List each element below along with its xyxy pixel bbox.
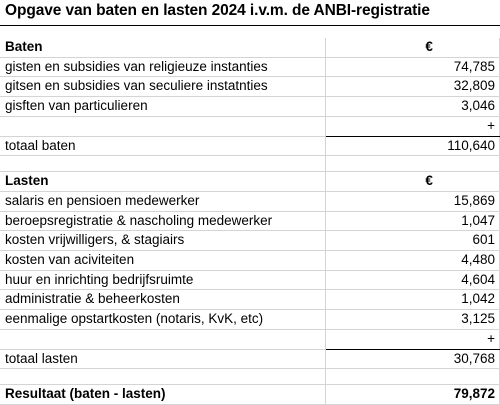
row-value[interactable]: 4,480: [326, 251, 500, 271]
baten-header-row: [0, 38, 500, 57]
table-row: [0, 57, 500, 77]
spacer-row: [0, 369, 500, 385]
table-row: [0, 290, 500, 310]
row-label[interactable]: kosten van aciviteiten: [0, 251, 326, 271]
lasten-currency[interactable]: €: [326, 172, 500, 192]
table-row: [0, 77, 500, 97]
row-value[interactable]: 32,809: [326, 77, 500, 97]
plus-sign[interactable]: +: [326, 329, 500, 349]
row-label[interactable]: eenmalige opstartkosten (notaris, KvK, etc): [0, 310, 326, 330]
row-label[interactable]: gitsen en subsidies van seculiere instatnties: [0, 77, 326, 97]
total-value[interactable]: 110,640: [326, 136, 500, 156]
baten-sum-row: [0, 116, 500, 136]
total-label[interactable]: totaal lasten: [0, 349, 326, 369]
row-value[interactable]: 601: [326, 231, 500, 251]
empty-cell[interactable]: [0, 329, 326, 349]
row-label[interactable]: huur en inrichting bedrijfsruimte: [0, 270, 326, 290]
table-row: [0, 231, 500, 251]
row-label[interactable]: gisten en subsidies van religieuze instanties: [0, 57, 326, 77]
empty-cell[interactable]: [0, 156, 326, 172]
baten-currency[interactable]: €: [326, 38, 500, 57]
financial-table: [0, 38, 500, 405]
empty-cell[interactable]: [326, 156, 500, 172]
plus-sign[interactable]: +: [326, 116, 500, 136]
page-title: Opgave van baten en lasten 2024 i.v.m. de ANBI-registratie: [5, 2, 430, 19]
row-value[interactable]: 74,785: [326, 57, 500, 77]
table-row: [0, 211, 500, 231]
empty-cell[interactable]: [326, 369, 500, 385]
empty-cell[interactable]: [0, 369, 326, 385]
row-value[interactable]: 15,869: [326, 191, 500, 211]
row-value[interactable]: 4,604: [326, 270, 500, 290]
lasten-total-row: [0, 349, 500, 369]
result-value[interactable]: 79,872: [326, 385, 500, 405]
row-label[interactable]: salaris en pensioen medewerker: [0, 191, 326, 211]
spacer-row: [0, 156, 500, 172]
total-label[interactable]: totaal baten: [0, 136, 326, 156]
row-value[interactable]: 1,047: [326, 211, 500, 231]
empty-cell[interactable]: [0, 116, 326, 136]
baten-total-row: [0, 136, 500, 156]
baten-heading[interactable]: Baten: [0, 38, 326, 57]
row-label[interactable]: gisften van particulieren: [0, 97, 326, 117]
row-label[interactable]: administratie & beheerkosten: [0, 290, 326, 310]
row-value[interactable]: 3,046: [326, 97, 500, 117]
row-label[interactable]: beroepsregistratie & nascholing medewerker: [0, 211, 326, 231]
lasten-heading[interactable]: Lasten: [0, 172, 326, 192]
title-underline: [0, 25, 500, 26]
row-value[interactable]: 1,042: [326, 290, 500, 310]
table-row: [0, 251, 500, 271]
table-row: [0, 97, 500, 117]
lasten-header-row: [0, 172, 500, 192]
row-value[interactable]: 3,125: [326, 310, 500, 330]
table-row: [0, 191, 500, 211]
row-label[interactable]: kosten vrijwilligers, & stagiairs: [0, 231, 326, 251]
result-row: [0, 385, 500, 405]
total-value[interactable]: 30,768: [326, 349, 500, 369]
result-label[interactable]: Resultaat (baten - lasten): [0, 385, 326, 405]
table-row: [0, 310, 500, 330]
table-row: [0, 270, 500, 290]
lasten-sum-row: [0, 329, 500, 349]
